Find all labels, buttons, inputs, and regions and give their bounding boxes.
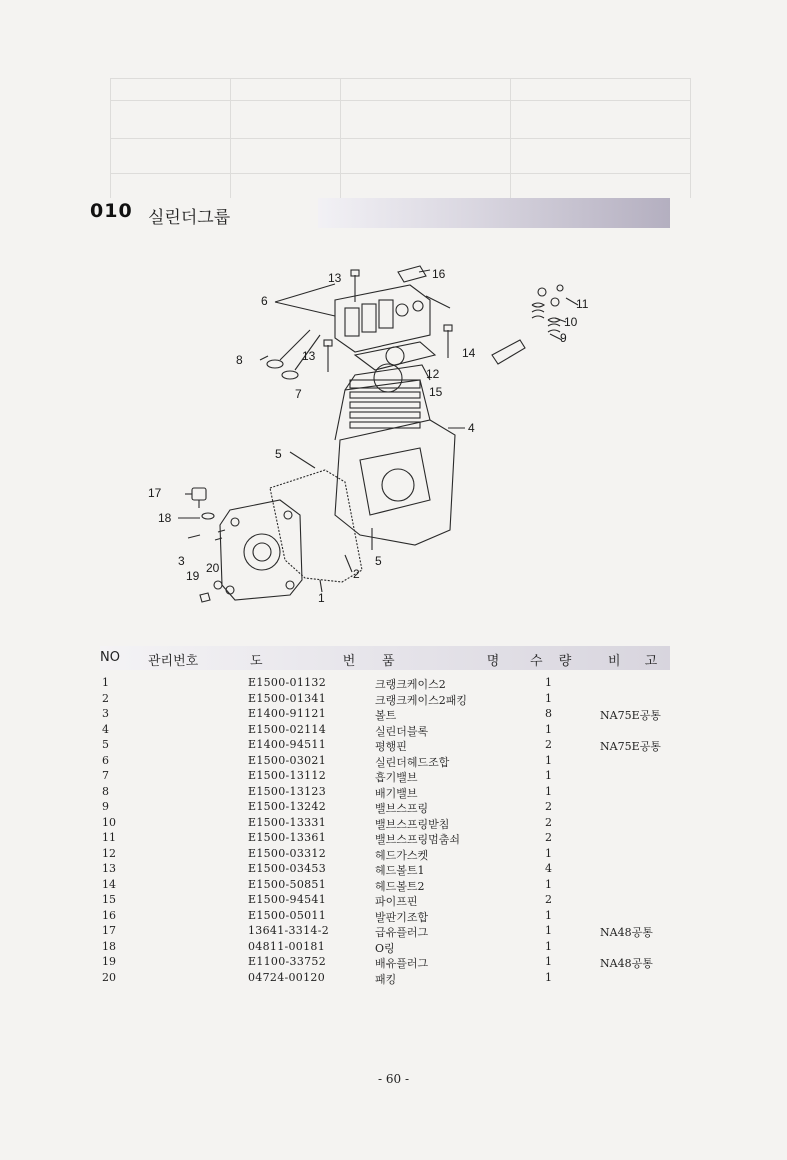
row-number: 8 [102, 784, 109, 798]
header-no: NO [100, 650, 120, 665]
table-row [100, 816, 670, 832]
part-number: E1500-50851 [248, 877, 327, 891]
row-number: 19 [102, 955, 116, 968]
callout-8: 8 [236, 353, 243, 367]
parts-table [100, 646, 670, 986]
part-name: 헤드볼트2 [375, 879, 425, 893]
section-header [90, 198, 670, 228]
row-number: 4 [102, 722, 109, 736]
callout-6: 6 [261, 294, 268, 308]
row-number: 18 [102, 939, 116, 953]
part-name: O링 [375, 941, 395, 955]
part-number: E1500-13242 [248, 800, 327, 813]
callout-14: 14 [462, 346, 476, 360]
callout-2: 2 [353, 567, 360, 581]
callout-13a: 13 [328, 271, 342, 285]
quantity: 1 [545, 970, 552, 984]
part-number: E1500-13112 [248, 769, 327, 782]
table-body [100, 676, 670, 986]
callout-10: 10 [564, 315, 578, 329]
table-row [100, 847, 670, 863]
callout-13b: 13 [302, 349, 316, 363]
quantity: 2 [545, 831, 552, 844]
quantity: 1 [545, 877, 552, 891]
callout-18: 18 [158, 511, 172, 525]
table-row [100, 738, 670, 754]
part-number: E1500-13123 [248, 784, 327, 798]
table-row [100, 862, 670, 878]
table-row [100, 940, 670, 956]
part-name: 볼트 [375, 709, 397, 722]
table-row [100, 707, 670, 723]
part-name: 밸브스프링멈춤쇠 [375, 833, 461, 846]
table-row [100, 800, 670, 816]
part-number: E1500-13331 [248, 815, 327, 829]
table-row [100, 692, 670, 708]
part-name: 크랭크케이스2패킹 [375, 693, 468, 707]
header-qty: 수 량 [530, 654, 578, 669]
row-number: 9 [102, 800, 109, 813]
part-number: E1500-02114 [248, 722, 327, 736]
callout-17: 17 [148, 486, 162, 500]
part-number: E1100-33752 [248, 955, 327, 968]
part-name: 실린더헤드조합 [375, 755, 450, 769]
remark: NA75E공통 [600, 740, 661, 753]
header-drawing-no: 도 번 [250, 654, 394, 669]
remark: NA75E공통 [600, 709, 661, 722]
part-name: 배유플러그 [375, 957, 429, 970]
part-name: 패킹 [375, 972, 397, 986]
table-header [100, 646, 670, 672]
callout-11: 11 [576, 297, 589, 311]
table-row [100, 723, 670, 739]
crankcase-cover-drawing [220, 500, 302, 600]
callout-1: 1 [318, 591, 325, 605]
part-name: 평행핀 [375, 740, 407, 753]
part-name: 발판기조합 [375, 910, 429, 924]
table-row [100, 831, 670, 847]
row-number: 6 [102, 753, 109, 767]
row-number: 2 [102, 691, 109, 705]
part-number: E1500-01132 [248, 676, 327, 689]
part-name: 밸브스프링받침 [375, 817, 450, 831]
quantity: 1 [545, 769, 552, 782]
callout-7: 7 [295, 387, 302, 401]
page-number: - 60 - [377, 1072, 409, 1086]
callout-5b: 5 [375, 554, 382, 568]
part-name: 헤드가스켓 [375, 848, 429, 862]
exploded-parts-diagram [130, 260, 610, 620]
part-number: 04724-00120 [248, 970, 326, 984]
callout-9: 9 [560, 331, 567, 345]
part-name: 헤드볼트1 [375, 864, 425, 877]
remark: NA48공통 [600, 957, 653, 970]
quantity: 1 [545, 784, 552, 798]
table-row [100, 971, 670, 987]
row-number: 20 [102, 970, 116, 984]
table-row [100, 955, 670, 971]
part-name: 밸브스프링 [375, 802, 429, 815]
table-row [100, 878, 670, 894]
row-number: 12 [102, 846, 116, 860]
quantity: 1 [545, 908, 552, 922]
quantity: 2 [545, 800, 552, 813]
quantity: 1 [545, 753, 552, 767]
section-header-band [318, 198, 670, 228]
callout-12: 12 [426, 367, 440, 381]
part-number: E1500-05011 [248, 908, 327, 922]
remark: NA48공통 [600, 926, 653, 939]
cylinder-head-drawing [335, 285, 430, 352]
header-part-name: 품 명 [382, 654, 544, 669]
quantity: 1 [545, 939, 552, 953]
row-number: 3 [102, 707, 109, 720]
row-number: 5 [102, 738, 109, 751]
part-name: 급유플러그 [375, 926, 429, 939]
header-remark: 비 고 [608, 654, 668, 669]
row-number: 16 [102, 908, 116, 922]
row-number: 13 [102, 862, 116, 875]
quantity: 1 [545, 846, 552, 860]
quantity: 1 [545, 955, 552, 968]
row-number: 7 [102, 769, 109, 782]
part-name: 배기밸브 [375, 786, 418, 800]
callout-15: 15 [429, 385, 443, 399]
quantity: 1 [545, 676, 552, 689]
part-number: E1500-01341 [248, 691, 327, 705]
table-row [100, 769, 670, 785]
callout-3: 3 [178, 554, 185, 568]
table-row [100, 676, 670, 692]
part-number: E1500-03312 [248, 846, 327, 860]
part-name: 파이프핀 [375, 895, 418, 908]
part-number: E1500-03021 [248, 753, 327, 767]
quantity: 2 [545, 815, 552, 829]
quantity: 8 [545, 707, 552, 720]
table-row [100, 785, 670, 801]
quantity: 1 [545, 691, 552, 705]
part-number: 04811-00181 [248, 939, 326, 953]
table-row [100, 754, 670, 770]
table-row [100, 893, 670, 909]
row-number: 15 [102, 893, 116, 906]
row-number: 17 [102, 924, 116, 937]
part-number: E1500-94541 [248, 893, 327, 906]
header-mgmt-no: 관리번호 [148, 654, 199, 669]
quantity: 2 [545, 738, 552, 751]
row-number: 14 [102, 877, 116, 891]
callout-4: 4 [468, 421, 475, 435]
callout-5a: 5 [275, 447, 282, 461]
part-number: 13641-3314-2 [248, 924, 330, 937]
callout-19: 19 [186, 569, 200, 583]
part-name: 크랭크케이스2 [375, 678, 446, 691]
table-row [100, 909, 670, 925]
section-title: 실린더그룹 [148, 208, 231, 228]
callout-16: 16 [432, 267, 446, 281]
ghost-table [110, 78, 690, 198]
part-name: 흡기밸브 [375, 771, 418, 784]
quantity: 4 [545, 862, 552, 875]
callout-20: 20 [206, 561, 220, 575]
quantity: 1 [545, 722, 552, 736]
row-number: 1 [102, 676, 109, 689]
part-name: 실린더블록 [375, 724, 429, 738]
row-number: 11 [102, 831, 116, 844]
table-row [100, 924, 670, 940]
quantity: 1 [545, 924, 552, 937]
part-number: E1400-94511 [248, 738, 327, 751]
part-number: E1500-03453 [248, 862, 327, 875]
part-number: E1400-91121 [248, 707, 327, 720]
quantity: 2 [545, 893, 552, 906]
part-number: E1500-13361 [248, 831, 327, 844]
row-number: 10 [102, 815, 116, 829]
section-number: 010 [90, 200, 133, 222]
